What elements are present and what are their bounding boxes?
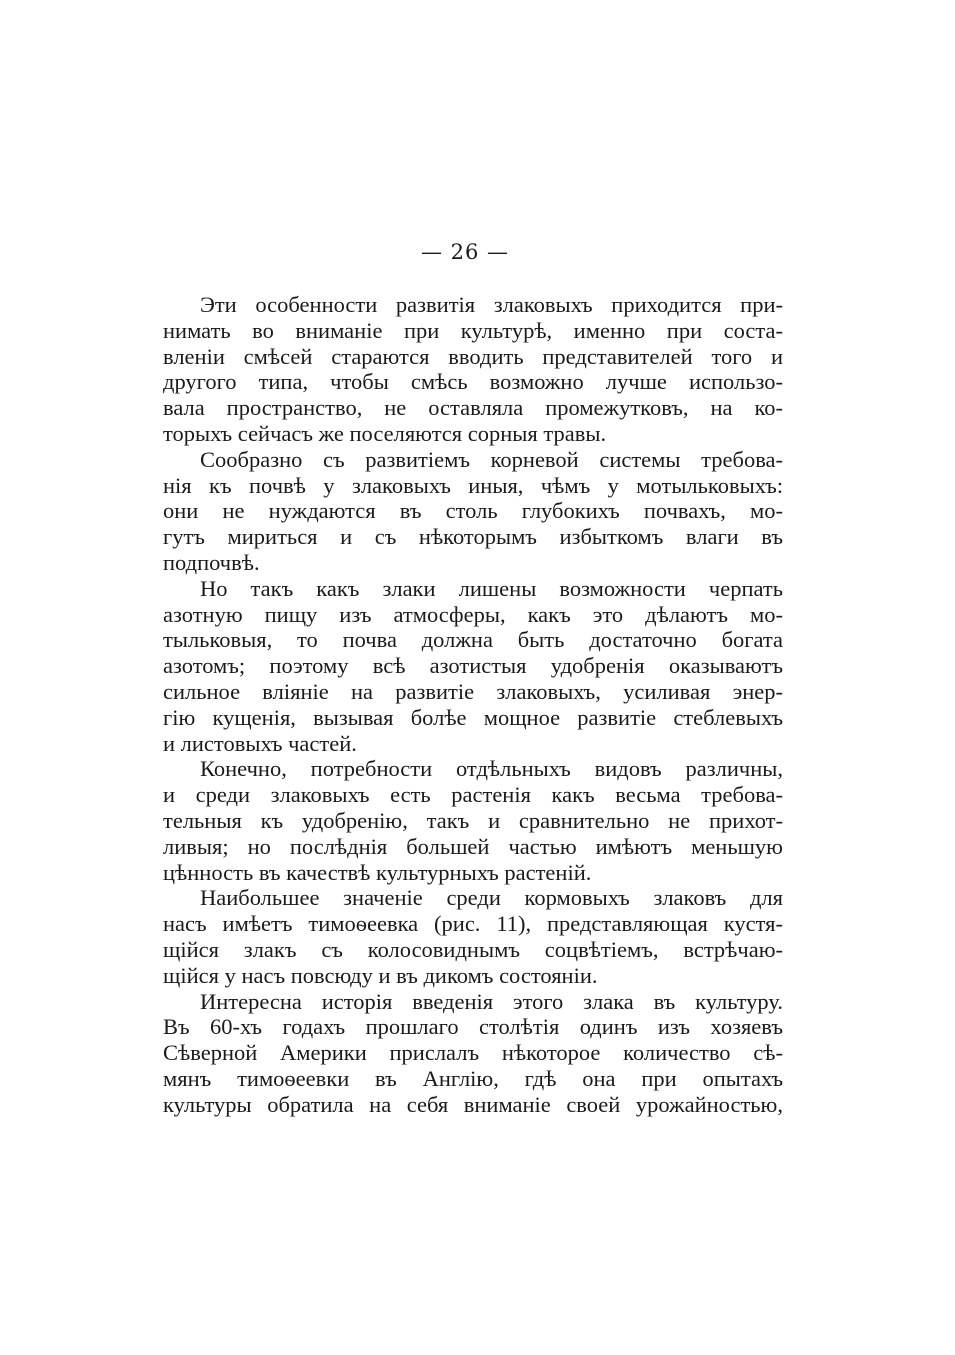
paragraph bbox=[163, 292, 783, 447]
paragraph bbox=[163, 989, 783, 1118]
text-line: азотную пищу изъ атмосферы, какъ это дѣлаютъ мо- bbox=[163, 601, 783, 627]
text-line: гію кущенія, вызывая болѣе мощное развитіе стеблевыхъ bbox=[163, 704, 783, 730]
text-line: нимать во вниманіе при культурѣ, именно при соста- bbox=[163, 317, 783, 343]
paragraph bbox=[163, 756, 783, 885]
text-line: гутъ мириться и съ нѣкоторымъ избыткомъ влаги въ bbox=[163, 524, 783, 550]
text-line: Сѣверной Америки прислалъ нѣкоторое количество сѣ- bbox=[163, 1040, 783, 1066]
text-line: щійся злакъ съ колосовиднымъ соцвѣтіемъ, встрѣчаю- bbox=[163, 936, 783, 962]
text-line: вленіи смѣсей стараются вводить представителей того и bbox=[163, 343, 783, 369]
text-line: культуры обратила на себя вниманіе своей урожайностью, bbox=[163, 1091, 783, 1117]
text-line: цѣнность въ качествѣ культурныхъ растеній. bbox=[163, 859, 592, 885]
body-text bbox=[163, 292, 783, 1118]
paragraph bbox=[163, 447, 783, 576]
paragraph bbox=[163, 576, 783, 757]
text-line: тыльковыя, то почва должна быть достаточно богата bbox=[163, 627, 783, 653]
text-line: щійся у насъ повсюду и въ дикомъ состояніи. bbox=[163, 962, 598, 988]
text-line: Конечно, потребности отдѣльныхъ видовъ различны, bbox=[200, 756, 783, 782]
text-line: и среди злаковыхъ есть растенія какъ весьма требова- bbox=[163, 782, 783, 808]
text-line: подпочвѣ. bbox=[163, 549, 260, 575]
text-line: Но такъ какъ злаки лишены возможности черпать bbox=[200, 575, 783, 601]
text-line: и листовыхъ частей. bbox=[163, 730, 357, 756]
text-line: торыхъ сейчасъ же поселяются сорныя травы. bbox=[163, 420, 607, 446]
text-line: вала пространство, не оставляла промежутковъ, на ко- bbox=[163, 395, 783, 421]
text-line: Наибольшее значеніе среди кормовыхъ злаковъ для bbox=[200, 885, 783, 911]
page-number: — 26 — bbox=[420, 240, 510, 264]
text-line: Сообразно съ развитіемъ корневой системы требова- bbox=[200, 446, 783, 472]
text-line: Эти особенности развитія злаковыхъ приходится при- bbox=[200, 292, 783, 317]
text-line: тельныя къ удобренію, такъ и сравнительно не прихот- bbox=[163, 807, 783, 833]
text-line: насъ имѣетъ тимоѳеевка (рис. 11), представляющая кустя- bbox=[163, 911, 783, 937]
text-line: они не нуждаются въ столь глубокихъ почвахъ, мо- bbox=[163, 498, 783, 524]
text-line: Въ 60-хъ годахъ прошлаго столѣтія одинъ изъ хозяевъ bbox=[163, 1014, 783, 1040]
text-line: мянъ тимоѳеевки въ Англію, гдѣ она при опытахъ bbox=[163, 1065, 783, 1091]
text-line: Интересна исторія введенія этого злака въ культуру. bbox=[200, 988, 783, 1014]
text-line: ливыя; но послѣднія большей частью имѣютъ меньшую bbox=[163, 833, 783, 859]
text-line: другого типа, чтобы смѣсь возможно лучше использо- bbox=[163, 369, 783, 395]
paragraph bbox=[163, 885, 783, 988]
text-line: нія къ почвѣ у злаковыхъ иныя, чѣмъ у мотыльковыхъ: bbox=[163, 472, 783, 498]
text-line: азотомъ; поэтому всѣ азотистыя удобренія оказываютъ bbox=[163, 653, 783, 679]
text-line: сильное вліяніе на развитіе злаковыхъ, усиливая энер- bbox=[163, 678, 783, 704]
